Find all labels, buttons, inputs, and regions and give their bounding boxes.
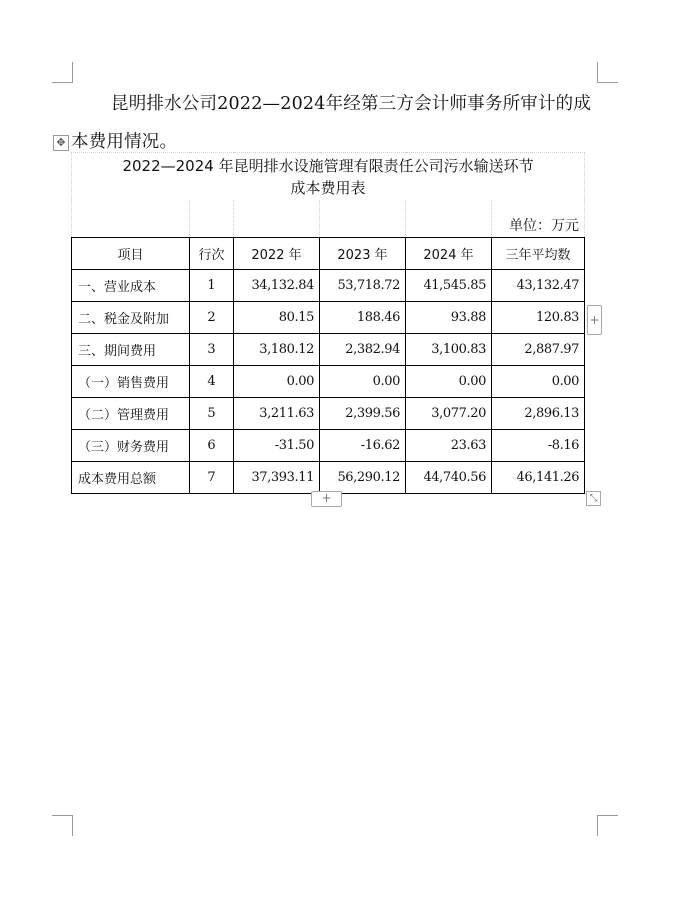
table-row — [72, 334, 585, 366]
row-value-2023[interactable]: 2,399.56 — [320, 398, 406, 430]
table-row — [72, 366, 585, 398]
table-row — [72, 462, 585, 494]
header-2022[interactable]: 2022 年 — [234, 238, 320, 270]
header-three-year-average[interactable]: 三年平均数 — [492, 238, 585, 270]
page-corner-mark-bottom-right — [597, 815, 618, 836]
row-value-2024[interactable]: 23.63 — [406, 430, 492, 462]
row-item-label[interactable]: （一）销售费用 — [72, 366, 190, 398]
table-move-handle-icon[interactable]: ✥ — [53, 135, 69, 151]
row-value-2022[interactable]: -31.50 — [234, 430, 320, 462]
row-seq[interactable]: 7 — [190, 462, 234, 494]
row-value-average[interactable]: 120.83 — [492, 302, 585, 334]
blank-cell[interactable] — [190, 200, 234, 238]
row-value-average[interactable]: 2,887.97 — [492, 334, 585, 366]
row-value-2022[interactable]: 37,393.11 — [234, 462, 320, 494]
row-value-average[interactable]: 46,141.26 — [492, 462, 585, 494]
table-title-cell[interactable] — [72, 153, 585, 201]
row-value-average[interactable]: 0.00 — [492, 366, 585, 398]
row-value-2024[interactable]: 3,077.20 — [406, 398, 492, 430]
row-seq[interactable]: 5 — [190, 398, 234, 430]
table-row — [72, 398, 585, 430]
table-row — [72, 302, 585, 334]
add-column-plus-icon[interactable]: + — [587, 305, 602, 335]
body-paragraph-line-2: 本费用情况。 — [71, 132, 178, 152]
blank-cell[interactable] — [234, 200, 320, 238]
header-2023[interactable]: 2023 年 — [320, 238, 406, 270]
row-item-label[interactable]: （二）管理费用 — [72, 398, 190, 430]
table-header-row — [72, 238, 585, 270]
row-seq[interactable]: 2 — [190, 302, 234, 334]
row-value-2023[interactable]: 0.00 — [320, 366, 406, 398]
page-corner-mark-bottom-left — [52, 815, 73, 836]
row-value-2024[interactable]: 3,100.83 — [406, 334, 492, 366]
row-seq[interactable]: 6 — [190, 430, 234, 462]
body-paragraph-line-1: 昆明排水公司2022—2024年经第三方会计师事务所审计的成 — [111, 94, 592, 114]
row-seq[interactable]: 1 — [190, 270, 234, 302]
row-seq[interactable]: 3 — [190, 334, 234, 366]
row-value-2023[interactable]: 56,290.12 — [320, 462, 406, 494]
row-value-2022[interactable]: 3,211.63 — [234, 398, 320, 430]
table-title-line-1: 2022—2024 年昆明排水设施管理有限责任公司污水输送环节 — [122, 156, 534, 175]
row-value-average[interactable]: 2,896.13 — [492, 398, 585, 430]
blank-cell[interactable] — [320, 200, 406, 238]
row-value-2023[interactable]: 188.46 — [320, 302, 406, 334]
row-item-label[interactable]: （三）财务费用 — [72, 430, 190, 462]
row-value-2024[interactable]: 93.88 — [406, 302, 492, 334]
row-item-label[interactable]: 二、税金及附加 — [72, 302, 190, 334]
blank-cell[interactable] — [406, 200, 492, 238]
row-seq[interactable]: 4 — [190, 366, 234, 398]
row-item-label[interactable]: 三、期间费用 — [72, 334, 190, 366]
row-item-label[interactable]: 成本费用总额 — [72, 462, 190, 494]
row-value-2024[interactable]: 41,545.85 — [406, 270, 492, 302]
table-title-line-2: 成本费用表 — [290, 178, 366, 197]
row-value-2024[interactable]: 44,740.56 — [406, 462, 492, 494]
row-value-2023[interactable]: 53,718.72 — [320, 270, 406, 302]
row-value-2022[interactable]: 3,180.12 — [234, 334, 320, 366]
row-value-2024[interactable]: 0.00 — [406, 366, 492, 398]
cost-expense-table — [71, 152, 585, 494]
row-value-average[interactable]: 43,132.47 — [492, 270, 585, 302]
row-value-2023[interactable]: -16.62 — [320, 430, 406, 462]
table-title-row — [72, 153, 585, 201]
row-value-2022[interactable]: 34,132.84 — [234, 270, 320, 302]
row-item-label[interactable]: 一、营业成本 — [72, 270, 190, 302]
row-value-2023[interactable]: 2,382.94 — [320, 334, 406, 366]
header-item[interactable]: 项目 — [72, 238, 190, 270]
row-value-2022[interactable]: 0.00 — [234, 366, 320, 398]
table-row — [72, 270, 585, 302]
row-value-2022[interactable]: 80.15 — [234, 302, 320, 334]
page-corner-mark-top-right — [597, 62, 618, 83]
unit-row — [72, 200, 585, 238]
add-row-plus-icon[interactable]: + — [311, 491, 342, 507]
page-corner-mark-top-left — [52, 62, 73, 83]
row-value-average[interactable]: -8.16 — [492, 430, 585, 462]
header-seq[interactable]: 行次 — [190, 238, 234, 270]
table-resize-handle-icon[interactable]: ⤡ — [586, 491, 601, 506]
unit-label[interactable]: 单位：万元 — [492, 200, 585, 238]
blank-cell[interactable] — [72, 200, 190, 238]
header-2024[interactable]: 2024 年 — [406, 238, 492, 270]
table-row — [72, 430, 585, 462]
